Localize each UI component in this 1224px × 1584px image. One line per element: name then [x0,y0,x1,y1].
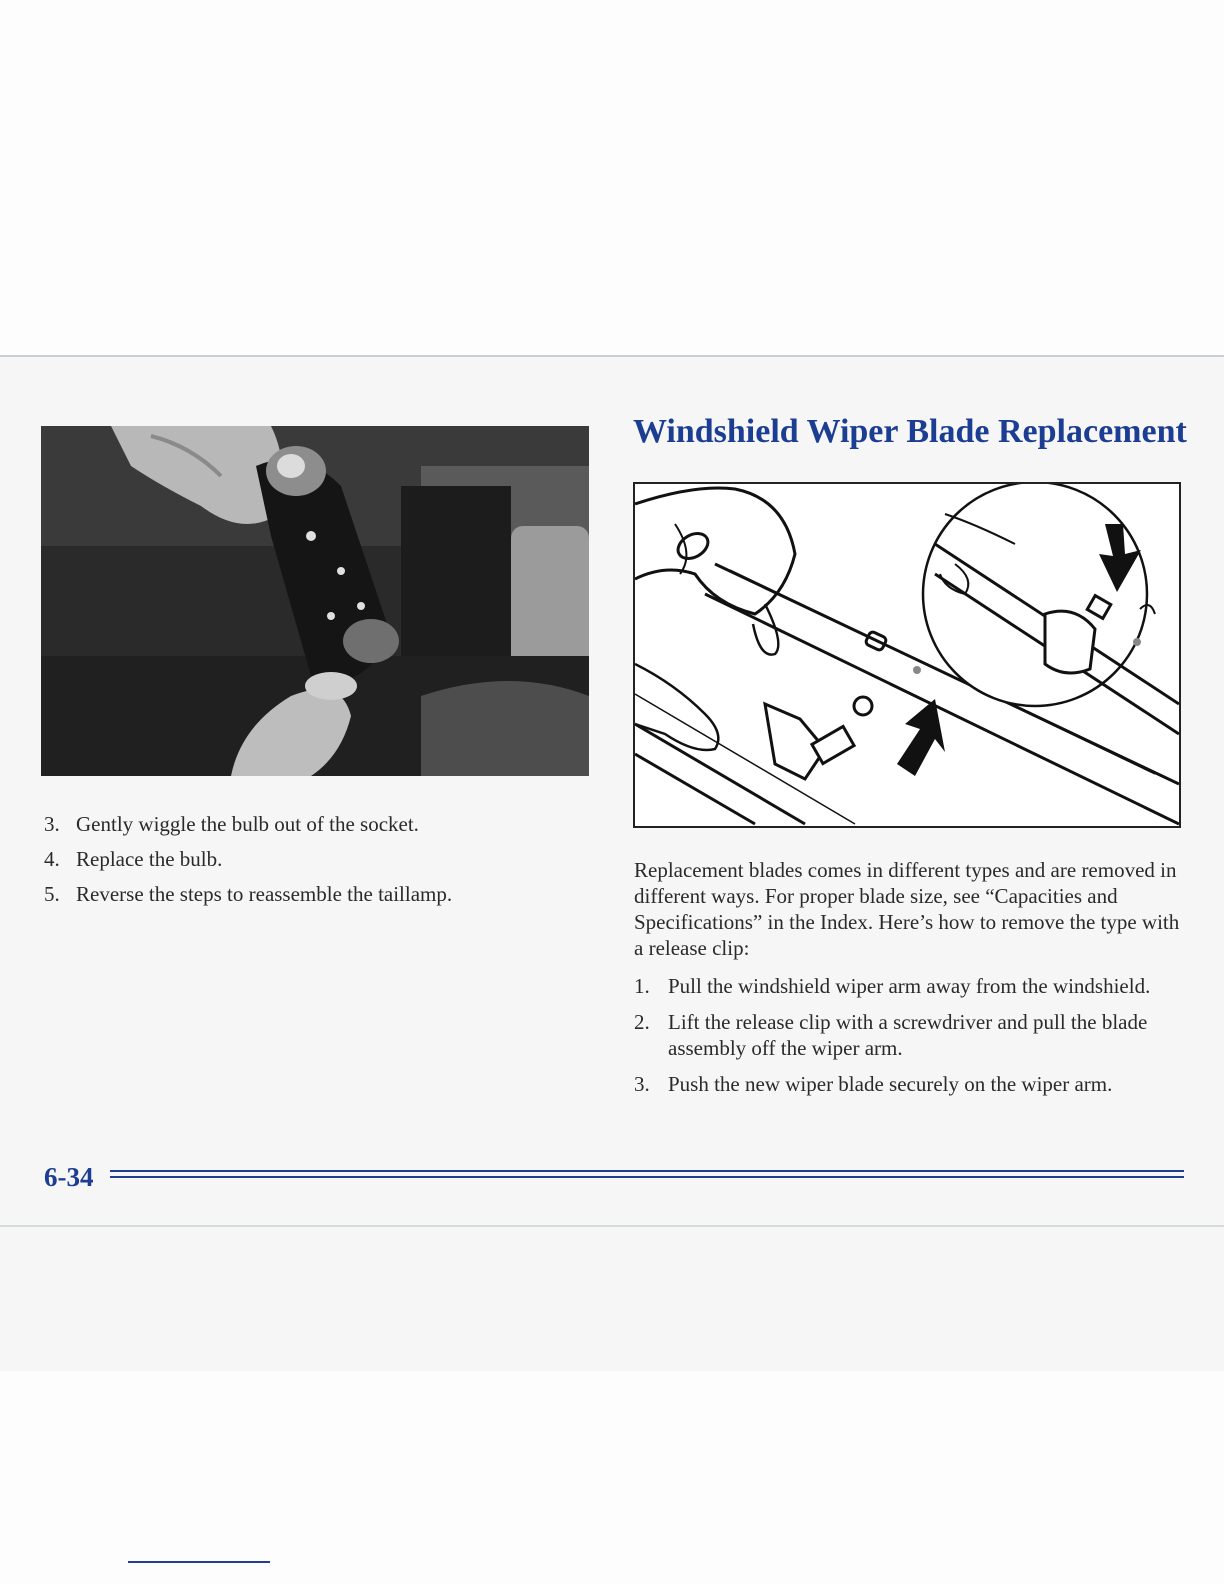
wiper-blade-illustration [633,482,1181,828]
footer-rule [110,1170,1184,1185]
step-text: Reverse the steps to reassemble the taillamp. [76,882,453,906]
step-text: Push the new wiper blade securely on the wiper arm. [668,1072,1113,1096]
list-item [44,847,584,871]
bottom-divider [128,1561,270,1563]
taillamp-bulb-photo [41,426,589,776]
page-number: 6-34 [44,1162,94,1192]
list-item [634,1071,1184,1097]
intro-paragraph: Replacement blades comes in different types and are removed in different ways. For proper blade size, see “Capacities and Specifications” in the Index. Here’s how to remove the type with a release clip: [634,858,1180,960]
step-number: 2. [634,1010,650,1034]
list-item [44,812,584,836]
page-bottom-edge [0,1225,1224,1227]
section-heading: Windshield Wiper Blade Replacement [633,413,1187,450]
step-number: 3. [634,1072,650,1096]
list-item [44,882,584,906]
page-top-edge [0,355,1224,357]
list-item [634,1009,1184,1061]
list-item [634,973,1184,999]
step-text: Replace the bulb. [76,847,223,871]
step-number: 5. [44,882,60,906]
step-number: 3. [44,812,60,836]
step-text: Lift the release clip with a screwdriver and pull the blade assembly off the wiper arm. [668,1010,1148,1060]
step-text: Gently wiggle the bulb out of the socket. [76,812,419,836]
step-text: Pull the windshield wiper arm away from the windshield. [668,974,1151,998]
step-number: 1. [634,974,650,998]
taillamp-steps-list [44,812,584,917]
wiper-steps-list [634,973,1184,1107]
step-number: 4. [44,847,60,871]
